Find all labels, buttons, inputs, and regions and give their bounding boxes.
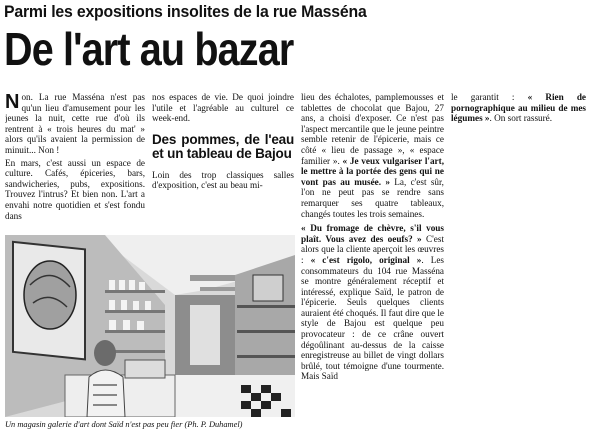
paragraph: En mars, c'est aussi un espace de culture. Cafés, épiceries, bars, sandwicheries, pubs, expositions. Trouvez l'intrus? Et bien non. L'art a envahi notre quotidien et s'est fondu dans: [5, 157, 145, 221]
paragraph: nos espaces de vie. De quoi joindre l'utile et l'agréable au culturel ce week-end.: [152, 92, 294, 124]
paragraph: [451, 92, 586, 124]
drop-cap: N: [5, 92, 20, 113]
text-run: . On sort rassuré.: [489, 113, 553, 124]
quote-bold: « Rien de pornographique au milieu de mes légumes »: [451, 92, 586, 124]
quote-bold: « c'est rigolo, original »: [310, 254, 422, 265]
paragraph: [301, 223, 444, 382]
text-run: lieu des échalotes, pamplemousses et tablettes de chocolat que Bajou, 27 ans, a choisi d'exposer. Ce n'est pas l'aspect mercantile que le jeune peintre semble retenir de l'épicerie, mais ce côté « lieu de passage », « espace familier ».: [301, 92, 444, 166]
paragraph: [301, 92, 444, 219]
text-run: le garantit :: [451, 92, 528, 102]
kicker: Parmi les expositions insolites de la rue Masséna: [4, 2, 367, 21]
column-4: [451, 92, 586, 152]
headline: De l'art au bazar: [4, 23, 294, 75]
text-run: C'est alors que la cliente aperçoit les œuvres :: [301, 233, 444, 265]
photo-caption: Un magasin galerie d'art dont Saïd n'est pas peu fier (Ph. P. Duhamel): [5, 420, 243, 429]
text-run: . Les consommateurs du 104 rue Masséna se montre généralement réceptif et intéressé, explique Saïd, le patron de l'épicerie. Seuls quelques clients auraient été choqués. Il faut dire que le style de Bajou est quelque peu provocateur : de ce crâne ouvert dégoûlinant au-dessus de la caisse enregistreuse au billet de vingt dollars brûlé, tout témoigne d'une tourmente. Mais Saïd: [301, 254, 444, 382]
lead-paragraph: [5, 92, 145, 156]
column-2: [152, 92, 294, 232]
text-run: La, c'est sûr, l'on ne peut pas se rendre sans remarquer ses quatre tableaux, changés toutes les trois semaines.: [301, 176, 444, 219]
column-1: [5, 92, 145, 232]
column-3: [301, 92, 444, 442]
quote-bold: « Je veux vulgariser l'art, le mettre à la portée des gens qui ne vont pas au musée. »: [301, 155, 444, 187]
shop-photo-image: [5, 235, 295, 417]
paragraph: Loin des trop classiques salles d'exposition, c'est au beau mi-: [152, 169, 294, 191]
quote-bold: « Du fromage de chèvre, s'il vous plaît. Vous avez des oeufs? »: [301, 223, 444, 244]
shop-photo: [5, 235, 295, 417]
subheading: Des pommes, de l'eau et un tableau de Bajou: [152, 131, 294, 162]
lead-paragraph-text: on. La rue Masséna n'est pas qu'un lieu d'amusement pour les jeunes la nuit, cette rue d'où ils rentrent à « trois heures du mat' » alors qu'ils avaient la permission de minuit... Non !: [5, 92, 145, 155]
